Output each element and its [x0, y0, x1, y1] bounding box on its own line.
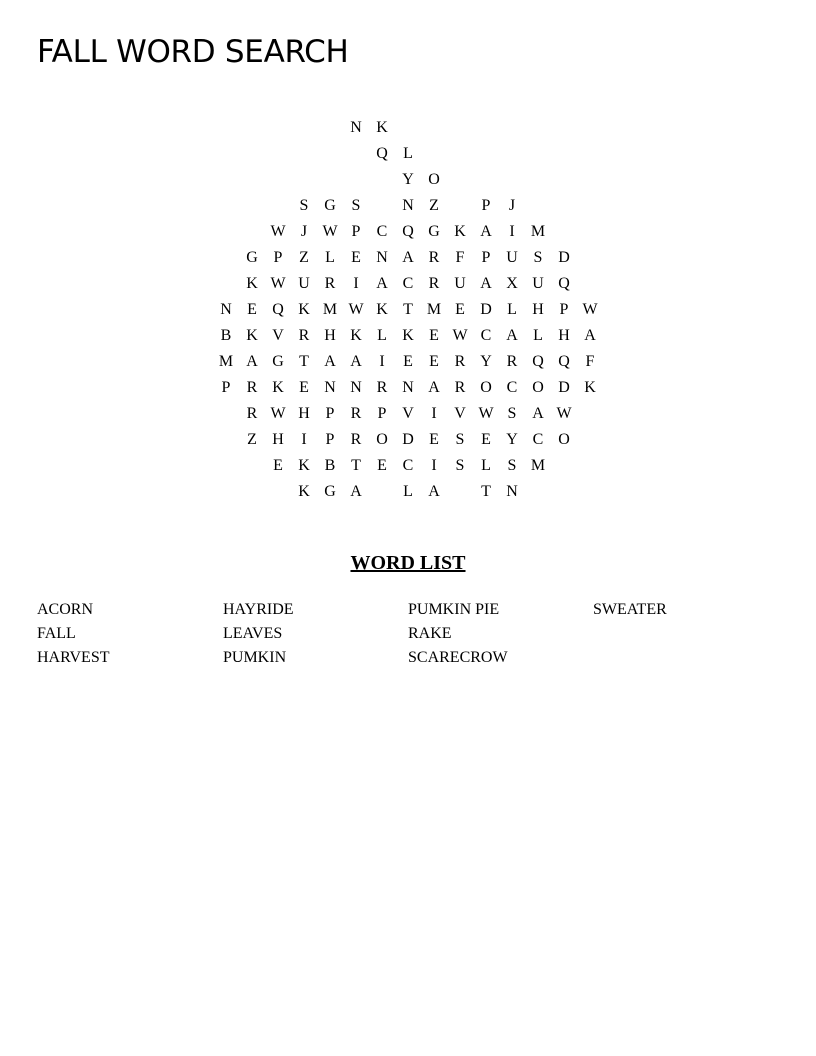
grid-letter: P: [351, 223, 361, 240]
grid-letter: I: [509, 223, 515, 240]
grid-letter: C: [402, 457, 414, 474]
grid-letter: L: [481, 457, 491, 474]
grid-letter: L: [325, 249, 335, 266]
grid-letter: O: [376, 431, 388, 448]
grid-letter: Q: [532, 353, 544, 370]
grid-letter: I: [379, 353, 385, 370]
grid-letter: H: [298, 405, 310, 422]
grid-letter: A: [246, 353, 258, 370]
grid-letter: Z: [247, 431, 257, 448]
grid-letter: P: [481, 249, 491, 266]
grid-letter: R: [454, 353, 466, 370]
grid-letter: D: [402, 431, 414, 448]
grid-letter: R: [376, 379, 388, 396]
grid-letter: K: [376, 119, 388, 136]
grid-letter: O: [532, 379, 544, 396]
grid-letter: M: [218, 353, 234, 370]
grid-letter: A: [350, 483, 362, 500]
grid-letter: P: [377, 405, 387, 422]
grid-letter: E: [299, 379, 309, 396]
grid-letter: E: [351, 249, 361, 266]
grid-letter: M: [530, 457, 546, 474]
word-list-item: FALL: [37, 625, 76, 642]
word-list-item: ACORN: [37, 601, 94, 618]
grid-letter: H: [532, 301, 544, 318]
grid-letter: N: [350, 379, 362, 396]
grid-letter: Y: [506, 431, 518, 448]
grid-letter: D: [558, 249, 570, 266]
grid-letter: S: [455, 431, 465, 448]
grid-letter: C: [506, 379, 518, 396]
grid-letter: K: [246, 327, 258, 344]
grid-letter: V: [272, 327, 284, 344]
grid-letter: P: [325, 431, 335, 448]
grid-letter: L: [377, 327, 387, 344]
grid-letter: E: [481, 431, 491, 448]
grid-letter: N: [324, 379, 336, 396]
word-list-item: HAYRIDE: [223, 601, 294, 618]
grid-letter: H: [324, 327, 336, 344]
grid-letter: W: [478, 405, 494, 422]
grid-letter: T: [351, 457, 361, 474]
grid-letter: C: [376, 223, 388, 240]
grid-letter: K: [298, 457, 310, 474]
grid-letter: L: [533, 327, 543, 344]
grid-letter: A: [324, 353, 336, 370]
grid-letter: O: [558, 431, 570, 448]
word-list-item: PUMKIN: [223, 649, 287, 666]
grid-letter: A: [428, 379, 440, 396]
grid-letter: L: [403, 145, 413, 162]
grid-letter: Y: [402, 171, 414, 188]
grid-letter: B: [324, 457, 336, 474]
grid-letter: H: [272, 431, 284, 448]
grid-letter: C: [532, 431, 544, 448]
grid-letter: R: [350, 405, 362, 422]
grid-letter: J: [300, 223, 308, 240]
grid-letter: P: [481, 197, 491, 214]
grid-letter: S: [299, 197, 309, 214]
grid-letter: G: [324, 197, 336, 214]
grid-letter: N: [350, 119, 362, 136]
grid-letter: G: [272, 353, 284, 370]
grid-letter: Z: [429, 197, 439, 214]
grid-letter: I: [353, 275, 359, 292]
grid-letter: M: [322, 301, 338, 318]
grid-letter: M: [530, 223, 546, 240]
grid-letter: A: [532, 405, 544, 422]
grid-letter: W: [348, 301, 364, 318]
grid-letter: G: [246, 249, 258, 266]
grid-letter: U: [298, 275, 310, 292]
grid-letter: Q: [558, 353, 570, 370]
grid-letter: Y: [480, 353, 492, 370]
grid-letter: A: [402, 249, 414, 266]
grid-letter: N: [376, 249, 388, 266]
grid-letter: K: [298, 483, 310, 500]
grid-letter: C: [480, 327, 492, 344]
grid-letter: R: [298, 327, 310, 344]
grid-letter: Q: [376, 145, 388, 162]
grid-letter: A: [480, 223, 492, 240]
grid-letter: D: [480, 301, 492, 318]
grid-letter: R: [428, 275, 440, 292]
grid-letter: K: [272, 379, 284, 396]
grid-letter: T: [299, 353, 309, 370]
grid-letter: A: [480, 275, 492, 292]
grid-letter: Q: [402, 223, 414, 240]
word-list-heading: WORD LIST: [350, 552, 466, 574]
grid-letter: R: [454, 379, 466, 396]
grid-letter: E: [455, 301, 465, 318]
word-list-item: RAKE: [408, 625, 452, 642]
grid-letter: H: [558, 327, 570, 344]
grid-letter: W: [582, 301, 598, 318]
grid-letter: W: [270, 405, 286, 422]
grid-letter: S: [507, 405, 517, 422]
grid-letter: E: [377, 457, 387, 474]
grid-letter: S: [455, 457, 465, 474]
word-list-item: SCARECROW: [408, 649, 508, 666]
grid-letter: E: [429, 353, 439, 370]
grid-letter: Q: [272, 301, 284, 318]
grid-letter: R: [350, 431, 362, 448]
grid-letter: U: [532, 275, 544, 292]
grid-letter: K: [246, 275, 258, 292]
grid-letter: I: [431, 405, 437, 422]
grid-letter: S: [507, 457, 517, 474]
page-title: FALL WORD SEARCH: [37, 34, 349, 70]
grid-letter: X: [506, 275, 518, 292]
grid-letter: P: [221, 379, 231, 396]
grid-letter: P: [325, 405, 335, 422]
grid-letter: V: [454, 405, 466, 422]
grid-letter: W: [452, 327, 468, 344]
grid-letter: G: [324, 483, 336, 500]
grid-letter: T: [481, 483, 491, 500]
grid-letter: M: [426, 301, 442, 318]
grid-letter: R: [428, 249, 440, 266]
grid-letter: E: [429, 431, 439, 448]
grid-letter: W: [322, 223, 338, 240]
grid-letter: K: [584, 379, 596, 396]
grid-letter: N: [220, 301, 232, 318]
grid-letter: R: [506, 353, 518, 370]
grid-letter: K: [402, 327, 414, 344]
grid-letter: P: [559, 301, 569, 318]
grid-letter: R: [324, 275, 336, 292]
grid-letter: A: [376, 275, 388, 292]
grid-letter: A: [506, 327, 518, 344]
grid-letter: W: [270, 275, 286, 292]
grid-letter: T: [403, 301, 413, 318]
word-list-item: HARVEST: [37, 649, 110, 666]
grid-letter: Z: [299, 249, 309, 266]
grid-letter: E: [247, 301, 257, 318]
grid-letter: F: [455, 249, 465, 266]
grid-letter: B: [220, 327, 232, 344]
grid-letter: W: [270, 223, 286, 240]
grid-letter: N: [506, 483, 518, 500]
grid-letter: A: [428, 483, 440, 500]
grid-letter: A: [584, 327, 596, 344]
grid-letter: N: [402, 379, 414, 396]
grid-letter: E: [403, 353, 413, 370]
grid-letter: U: [506, 249, 518, 266]
grid-letter: G: [428, 223, 440, 240]
grid-letter: I: [431, 457, 437, 474]
grid-letter: K: [298, 301, 310, 318]
word-list-item: PUMKIN PIE: [408, 601, 500, 618]
grid-letter: U: [454, 275, 466, 292]
grid-letter: K: [376, 301, 388, 318]
grid-letter: S: [351, 197, 361, 214]
grid-letter: L: [403, 483, 413, 500]
grid-letter: R: [246, 405, 258, 422]
grid-letter: W: [556, 405, 572, 422]
grid-letter: K: [350, 327, 362, 344]
grid-letter: S: [533, 249, 543, 266]
grid-letter: N: [402, 197, 414, 214]
grid-letter: I: [301, 431, 307, 448]
grid-letter: D: [558, 379, 570, 396]
word-list-item: LEAVES: [223, 625, 283, 642]
grid-letter: L: [507, 301, 517, 318]
grid-letter: V: [402, 405, 414, 422]
grid-letter: F: [585, 353, 595, 370]
grid-letter: C: [402, 275, 414, 292]
grid-letter: E: [273, 457, 283, 474]
word-list-item: SWEATER: [593, 601, 667, 618]
grid-letter: O: [428, 171, 440, 188]
grid-letter: J: [508, 197, 516, 214]
grid-letter: E: [429, 327, 439, 344]
grid-letter: P: [273, 249, 283, 266]
grid-letter: Q: [558, 275, 570, 292]
grid-letter: A: [350, 353, 362, 370]
grid-letter: K: [454, 223, 466, 240]
grid-letter: R: [246, 379, 258, 396]
word-search-grid: [0, 0, 816, 520]
grid-letter: O: [480, 379, 492, 396]
